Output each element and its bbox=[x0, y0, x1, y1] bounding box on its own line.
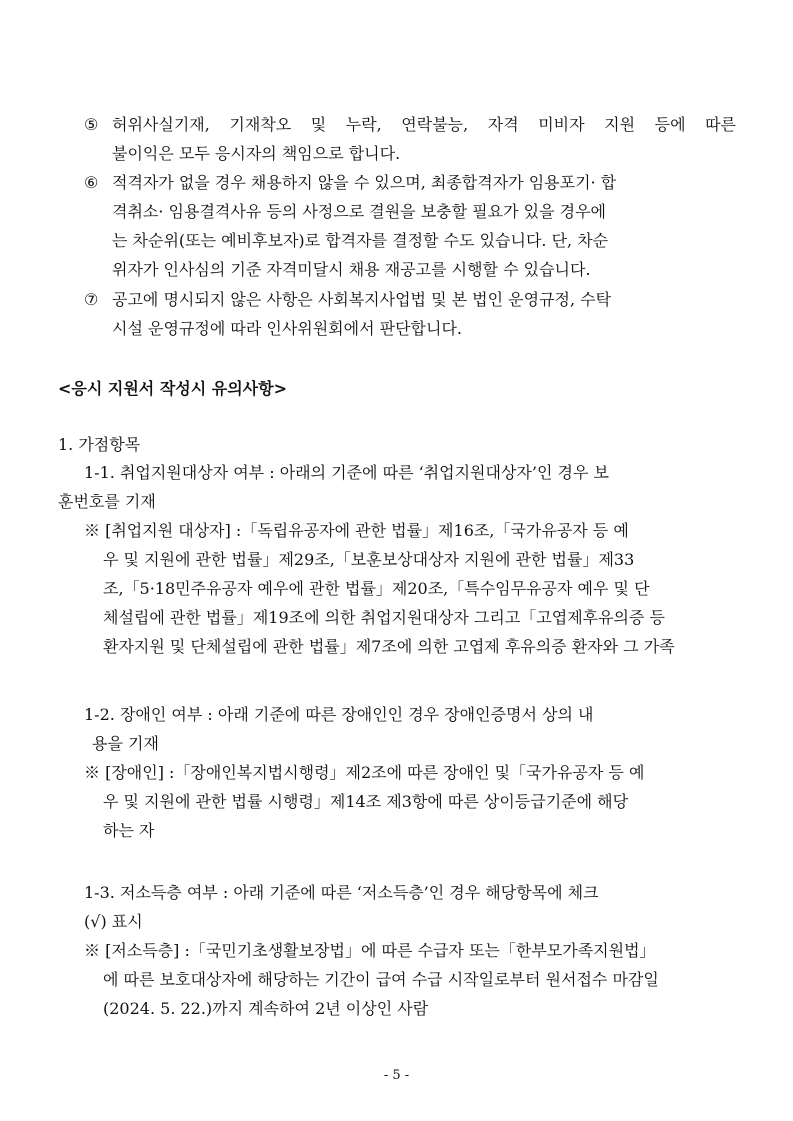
sub-3-line-2: (√) 표시 bbox=[84, 912, 143, 931]
sub-1-note-line-2: 우 및 지원에 관한 법률」제29조,「보훈보상대상자 지원에 관한 법률」제33 bbox=[103, 550, 635, 569]
note-7-marker: ⑦ bbox=[84, 290, 99, 309]
sub-2-note-line-1: ※ [장애인] :「장애인복지법시행령」제2조에 따른 장애인 및「국가유공자 등 예 bbox=[84, 763, 645, 782]
sub-1-note-line-3: 조,「5·18민주유공자 예우에 관한 법률」제20조,「특수임무유공자 예우 및 단 bbox=[103, 579, 650, 598]
sub-2-line-1: 1-2. 장애인 여부 : 아래 기준에 따른 장애인인 경우 장애인증명서 상의 내 bbox=[84, 705, 594, 724]
item-1-title: 1. 가점항목 bbox=[58, 435, 141, 454]
sub-3-note-line-3: (2024. 5. 22.)까지 계속하여 2년 이상인 사람 bbox=[103, 999, 429, 1018]
sub-2-note-line-3: 하는 자 bbox=[103, 821, 155, 840]
note-7-line-1: 공고에 명시되지 않은 사항은 사회복지사업법 및 본 법인 운영규정, 수탁 bbox=[112, 290, 612, 309]
sub-1-line-2: 훈번호를 기재 bbox=[58, 492, 156, 511]
note-5-marker: ⑤ bbox=[84, 115, 99, 134]
note-5-line-2: 불이익은 모두 응시자의 책임으로 합니다. bbox=[112, 144, 401, 163]
sub-1-line-1: 1-1. 취업지원대상자 여부 : 아래의 기준에 따른 ‘취업지원대상자’인 경우 보 bbox=[84, 463, 609, 482]
sub-1-note-line-4: 체설립에 관한 법률」제19조에 의한 취업지원대상자 그리고「고엽제후유의증 등 bbox=[103, 608, 666, 627]
note-5-line-1: 허위사실기재, 기재착오 및 누락, 연락불능, 자격 미비자 지원 등에 따른 bbox=[112, 115, 736, 134]
note-6-line-3: 는 차순위(또는 예비후보자)로 합격자를 결정할 수도 있습니다. 단, 차순 bbox=[112, 231, 609, 250]
sub-3-line-1: 1-3. 저소득층 여부 : 아래 기준에 따른 ‘저소득층’인 경우 해당항목에 체크 bbox=[84, 883, 599, 902]
note-6-marker: ⑥ bbox=[84, 173, 99, 192]
note-6-line-1: 적격자가 없을 경우 채용하지 않을 수 있으며, 최종합격자가 임용포기· 합 bbox=[112, 173, 617, 192]
sub-3-note-line-1: ※ [저소득층] :「국민기초생활보장법」에 따른 수급자 또는「한부모가족지원법」 bbox=[84, 941, 656, 960]
sub-2-note-line-2: 우 및 지원에 관한 법률 시행령」제14조 제3항에 따른 상이등급기준에 해당 bbox=[103, 792, 629, 811]
sub-3-note-line-2: 에 따른 보호대상자에 해당하는 기간이 급여 수급 시작일로부터 원서접수 마감일 bbox=[103, 970, 659, 989]
page-number: - 5 - bbox=[383, 1068, 410, 1083]
section-heading: <응시 지원서 작성시 유의사항> bbox=[58, 379, 287, 398]
note-6-line-4: 위자가 인사심의 기준 자격미달시 채용 재공고를 시행할 수 있습니다. bbox=[112, 260, 591, 279]
sub-1-note-line-5: 환자지원 및 단체설립에 관한 법률」제7조에 의한 고엽제 후유의증 환자와 그 가족 bbox=[103, 637, 675, 656]
note-6-line-2: 격취소· 임용결격사유 등의 사정으로 결원을 보충할 필요가 있을 경우에 bbox=[112, 202, 606, 221]
sub-1-note-line-1: ※ [취업지원 대상자] :「독립유공자에 관한 법률」제16조,「국가유공자 등 예 bbox=[84, 521, 629, 540]
note-7-line-2: 시설 운영규정에 따라 인사위원회에서 판단합니다. bbox=[112, 319, 463, 338]
sub-2-line-2: 용을 기재 bbox=[92, 734, 159, 753]
